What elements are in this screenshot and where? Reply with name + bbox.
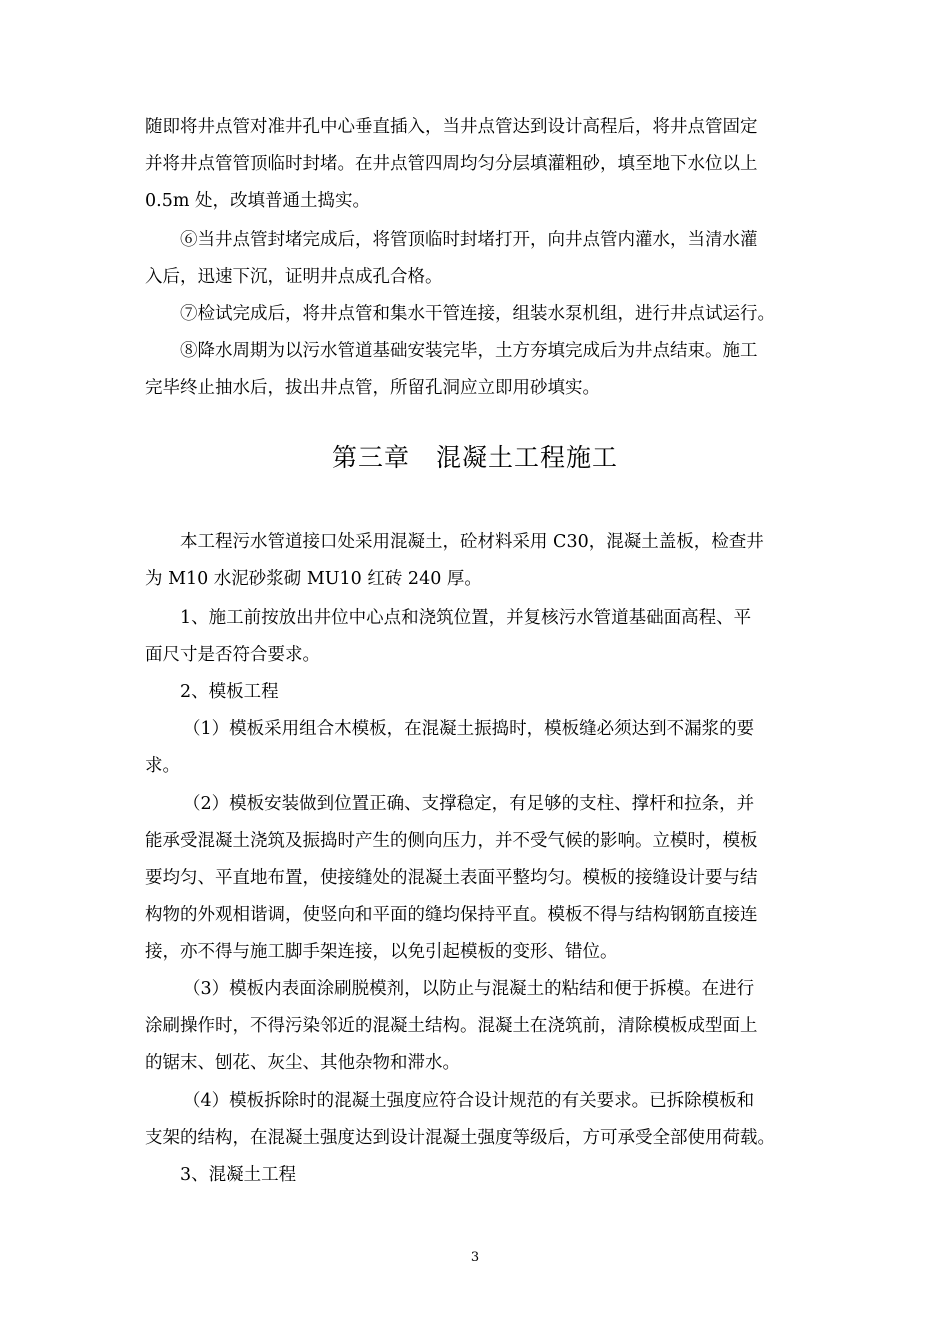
section-heading: 3、混凝土工程 bbox=[180, 1165, 297, 1185]
section-heading: 2、模板工程 bbox=[180, 682, 279, 702]
sub-2-paragraph bbox=[145, 786, 809, 971]
sub-1-paragraph bbox=[145, 711, 809, 785]
text-line: （2）模板安装做到位置正确、支撑稳定，有足够的支柱、撑杆和拉条，并 bbox=[183, 794, 755, 814]
text-line: （3）模板内表面涂刷脱模剂，以防止与混凝土的粘结和便于拆模。在进行 bbox=[183, 979, 755, 999]
text-line: 面尺寸是否符合要求。 bbox=[145, 645, 320, 665]
text-line: 本工程污水管道接口处采用混凝土，砼材料采用 C30，混凝土盖板，检查井 bbox=[180, 532, 764, 552]
sub-4-paragraph bbox=[145, 1083, 809, 1157]
item-8-paragraph bbox=[145, 333, 809, 407]
text-line: 随即将井点管对准井孔中心垂直插入，当井点管达到设计高程后，将井点管固定 bbox=[145, 117, 758, 137]
text-line: 能承受混凝土浇筑及振捣时产生的侧向压力，并不受气候的影响。立模时，模板 bbox=[145, 831, 758, 851]
text-line: ⑥当井点管封堵完成后，将管顶临时封堵打开，向井点管内灌水，当清水灌 bbox=[180, 230, 758, 250]
text-line: 涂刷操作时，不得污染邻近的混凝土结构。混凝土在浇筑前，清除模板成型面上 bbox=[145, 1016, 758, 1036]
text-line: 为 M10 水泥砂浆砌 MU10 红砖 240 厚。 bbox=[145, 569, 482, 589]
text-line: 求。 bbox=[145, 756, 180, 776]
item-7-paragraph bbox=[145, 296, 809, 333]
page-number: 3 bbox=[470, 1250, 480, 1265]
text-line: ⑧降水周期为以污水管道基础安装完毕，土方夯填完成后为井点结束。施工 bbox=[180, 341, 758, 361]
item-6-paragraph bbox=[145, 222, 809, 296]
section-1-paragraph bbox=[145, 600, 809, 674]
text-line: ⑦检试完成后，将井点管和集水干管连接，组装水泵机组，进行井点试运行。 bbox=[180, 304, 775, 324]
text-line: 0.5m 处，改填普通土捣实。 bbox=[145, 191, 370, 211]
text-line: 接，亦不得与施工脚手架连接，以免引起模板的变形、错位。 bbox=[145, 942, 618, 962]
text-line: （4）模板拆除时的混凝土强度应符合设计规范的有关要求。已拆除模板和 bbox=[183, 1091, 755, 1111]
text-line: 1、施工前按放出井位中心点和浇筑位置，并复核污水管道基础面高程、平 bbox=[180, 608, 752, 628]
text-line: 要均匀、平直地布置，使接缝处的混凝土表面平整均匀。模板的接缝设计要与结 bbox=[145, 868, 758, 888]
text-line: 并将井点管管顶临时封堵。在井点管四周均匀分层填灌粗砂，填至地下水位以上 bbox=[145, 154, 758, 174]
section-2-heading bbox=[145, 674, 809, 711]
text-line: 入后，迅速下沉，证明井点成孔合格。 bbox=[145, 267, 443, 287]
intro-paragraph bbox=[145, 524, 809, 598]
text-line: 完毕终止抽水后，拔出井点管，所留孔洞应立即用砂填实。 bbox=[145, 378, 600, 398]
text-line: 的锯末、刨花、灰尘、其他杂物和滞水。 bbox=[145, 1053, 460, 1073]
text-line: 构物的外观相谐调，使竖向和平面的缝均保持平直。模板不得与结构钢筋直接连 bbox=[145, 905, 758, 925]
chapter-title: 第三章 混凝土工程施工 bbox=[331, 443, 618, 472]
top-paragraph bbox=[145, 109, 809, 220]
section-3-heading bbox=[145, 1157, 809, 1194]
sub-3-paragraph bbox=[145, 971, 809, 1082]
text-line: 支架的结构，在混凝土强度达到设计混凝土强度等级后，方可承受全部使用荷载。 bbox=[145, 1128, 775, 1148]
text-line: （1）模板采用组合木模板，在混凝土振捣时，模板缝必须达到不漏浆的要 bbox=[183, 719, 755, 739]
